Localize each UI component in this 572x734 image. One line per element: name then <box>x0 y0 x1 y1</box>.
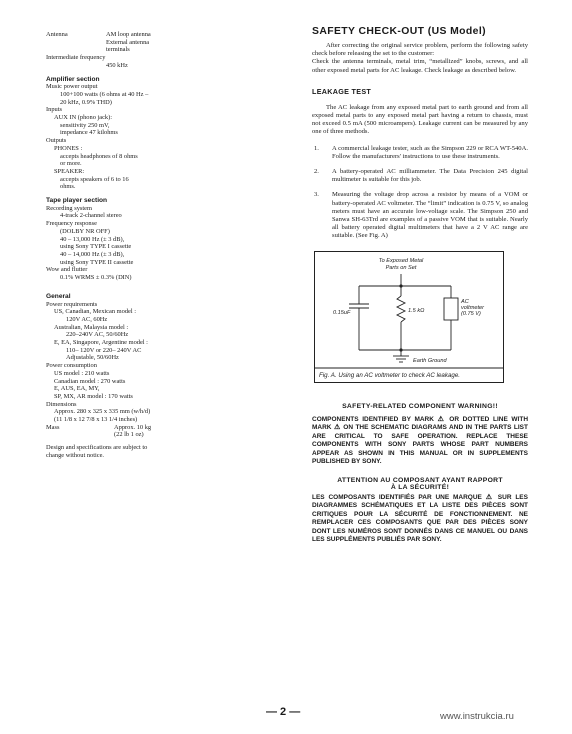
list-text: A commercial leakage tester, such as the Simpson 229 or RCA WT-540A. Follow the manufacturers' instructions to use these instruments. <box>332 144 528 160</box>
leakage-circuit-diagram <box>315 252 503 382</box>
spec-value: 4-track 2-channel stereo <box>60 212 122 220</box>
spec-key: Intermediate frequency <box>46 54 106 62</box>
spec-value: accepts speakers of 6 to 16 <box>60 175 129 183</box>
spec-antenna <box>46 31 271 54</box>
list-number: 2. <box>314 168 319 176</box>
warning-text-part: OR DOTTED LINE WITH MARK <box>312 415 529 432</box>
spec-key: Outputs <box>46 137 67 145</box>
warning-title: SAFETY-RELATED COMPONENT WARNING!! <box>342 402 498 410</box>
spec-value: using Sony TYPE I cassette <box>60 243 132 251</box>
spec-value: (DOLBY NR OFF) <box>60 227 110 235</box>
top-label-1: To Exposed Metal <box>378 257 424 264</box>
warning-triangle-icon: ⚠ <box>437 415 446 423</box>
meter-label-2: voltmeter <box>461 304 485 311</box>
junction-dot <box>399 284 402 287</box>
spec-value: Approx. 10 kg <box>114 423 152 431</box>
safety-column <box>312 26 528 545</box>
spec-key: Power requirements <box>46 300 98 308</box>
resistor-label: 1.5 kΩ <box>408 307 425 314</box>
warning-text-part: LES COMPOSANTS IDENTIFIÉS PAR UNE MARQUE <box>312 493 482 501</box>
spec-subkey: PHONES : <box>54 144 83 152</box>
spec-value: 40 – 14,000 Hz (± 3 dB), <box>60 250 125 258</box>
spec-value: ohms. <box>60 183 76 191</box>
spec-value: Australian, Malaysia model : <box>54 323 129 331</box>
spec-key: Power consumption <box>46 362 97 370</box>
list-item <box>312 145 528 161</box>
spec-value: 220–240V AC, 50/60Hz <box>66 331 129 339</box>
warning-text-part: COMPONENTS IDENTIFIED BY MARK <box>312 415 434 423</box>
spec-value: External antenna <box>106 38 150 46</box>
list-number: 3. <box>314 191 319 199</box>
spec-value: sensitivity 250 mV, <box>60 121 110 129</box>
leakage-paragraph: The AC leakage from any exposed metal part to earth ground and from all exposed metal parts to any exposed metal part having a return to chassis, must not exceed 0.5 mA (500 microampers). Leakage current can be measured by any one of three methods. <box>312 103 528 136</box>
spec-key: Wow and flutter <box>46 266 88 274</box>
spec-value: 20 kHz, 0.9% THD) <box>60 98 112 106</box>
meter-label-1: AC <box>461 298 469 305</box>
french-warning-title-1: ATTENTION AU COMPOSANT AYANT RAPPORT <box>337 476 503 484</box>
spec-value: Canadian model : 270 watts <box>54 377 126 385</box>
spec-key: Music power output <box>46 83 98 91</box>
spec-value: E, EA, Singapore, Argentine model : <box>54 339 148 347</box>
list-item <box>312 168 528 184</box>
spec-value: E, AUS, EA, MY, <box>54 385 100 393</box>
list-item <box>312 191 528 240</box>
junction-dot <box>399 348 402 351</box>
warning-text <box>312 416 528 467</box>
warning-triangle-icon: ⚠ <box>485 493 494 501</box>
warning-text-part: ON THE SCHEMATIC DIAGRAMS AND IN THE PARTS LIST ARE CRITICAL TO SAFE OPERATION. REPLACE THESE COMPONENTS WITH SONY PARTS WHOSE PART NUMBERS APPEAR AS SHOWN IN THIS MANUAL OR IN SUPPLEMENTS PUBLISHED BY SONY. <box>312 424 528 466</box>
spec-value: terminals <box>106 46 130 54</box>
intro-paragraph: After correcting the original service problem, perform the following safety check before releasing the set to the customer: <box>312 42 528 58</box>
page-number: — 2 — <box>266 706 301 718</box>
list-text: A battery-operated AC milliammeter. The Data Precision 245 digital multimeter is suitable for this job. <box>332 168 528 184</box>
spec-note: change without notice. <box>46 451 105 459</box>
spec-key: Inputs <box>46 106 62 114</box>
spec-key: Mass <box>46 423 60 431</box>
french-warning-text <box>312 494 528 545</box>
spec-value: 120V AC, 60Hz <box>66 315 108 323</box>
spec-value: using Sony TYPE II cassette <box>60 258 134 266</box>
spec-value: Adjustable, 50/60Hz <box>66 354 119 362</box>
spec-value: accepts headphones of 8 ohms <box>60 152 138 160</box>
warning-text-part: SUR LES DIAGRAMMES SCHÉMATIQUES ET LA LISTE DES PIÈCES SONT CRITIQUES POUR LA SÉCURITÉ DE FONCTIONNEMENT. NE REMPLACER CES COMPOSANTS QUE PAR DES PIÈCES SONY DONT LES NUMÉROS SONT DONNÉS DANS CE MANUEL OU DANS LES SUPPLÉMENTS PUBLIÉS PAR SONY. <box>312 493 528 544</box>
meter-label-3: (0.75 V) <box>461 310 481 317</box>
spec-value: SP, MX, AR model : 170 watts <box>54 392 133 400</box>
capacitor-label: 0.15uF <box>333 309 351 316</box>
safety-title: SAFETY CHECK-OUT (US Model) <box>312 26 486 37</box>
top-label-2: Parts on Set <box>385 264 417 271</box>
spec-values <box>106 31 151 54</box>
spec-key: Frequency response <box>46 220 97 228</box>
warning-triangle-icon: ⚠ <box>333 424 341 432</box>
spec-key: Dimensions <box>46 400 77 408</box>
resistor-zigzag <box>397 296 405 322</box>
spec-value: (22 lb 1 oz) <box>114 431 144 439</box>
check-paragraph: Check the antenna terminals, metal trim, “metallized” knobs, screws, and all other exposed metal parts for AC leakage. Check leakage as described below. <box>312 58 528 74</box>
spec-value: 0.1% WRMS ± 0.3% (DIN) <box>60 274 132 282</box>
french-warning-title-2: À LA SÉCURITÉ! <box>390 483 450 491</box>
spec-mass <box>46 424 271 439</box>
spec-value: 110– 120V or 220– 240V AC <box>66 346 142 354</box>
spec-value: Approx. 280 x 325 x 335 mm (w/h/d) <box>54 408 151 416</box>
figure-caption: Fig. A. Using an AC voltmeter to check AC leakage. <box>319 371 460 379</box>
amplifier-section-heading: Amplifier section <box>46 75 100 83</box>
leakage-test-heading: LEAKAGE TEST <box>312 86 372 96</box>
methods-list <box>312 145 528 241</box>
spec-if <box>46 54 271 69</box>
specifications-column <box>46 31 271 460</box>
spec-key: Antenna <box>46 31 68 38</box>
watermark: www.instrukcia.ru <box>440 711 514 722</box>
spec-value: or more. <box>60 160 82 168</box>
spec-value: 450 kHz <box>106 61 128 69</box>
spec-subkey: AUX IN (phono jack): <box>54 114 113 122</box>
spec-key: Recording system <box>46 204 92 212</box>
spec-value: 100+100 watts (6 ohms at 40 Hz – <box>60 90 149 98</box>
list-text: Measuring the voltage drop across a resistor by means of a VOM or battery-operated AC voltmeter. The “limit” indication is 0.75 V, so analog meters must have an accurate low-voltage scale. The Simpson 250 and Sanwa SH-63Trd are examples of a passive VOM that is suitable. Nearly all battery operated digital multimeters that have a 2 V AC range are suitable. (See Fig. A) <box>332 191 528 240</box>
tape-section-heading: Tape player section <box>46 197 108 205</box>
general-section-heading: General <box>46 292 71 300</box>
figure-a <box>314 251 504 383</box>
spec-value: US model : 210 watts <box>54 369 110 377</box>
spec-subkey: SPEAKER: <box>54 167 85 175</box>
spec-value: impedance 47 kilohms <box>60 129 118 137</box>
list-number: 1. <box>314 144 319 152</box>
spec-value: US, Canadian, Mexican model : <box>54 308 136 316</box>
spec-value: (11 1/8 x 12 7/8 x 13 1/4 inches) <box>54 416 138 424</box>
voltmeter-box <box>444 298 458 320</box>
spec-value: 40 – 13,000 Hz (± 3 dB), <box>60 235 125 243</box>
ground-label: Earth Ground <box>413 357 447 364</box>
spec-note: Design and specifications are subject to <box>46 444 148 452</box>
spec-value: AM loop antenna <box>106 31 151 38</box>
